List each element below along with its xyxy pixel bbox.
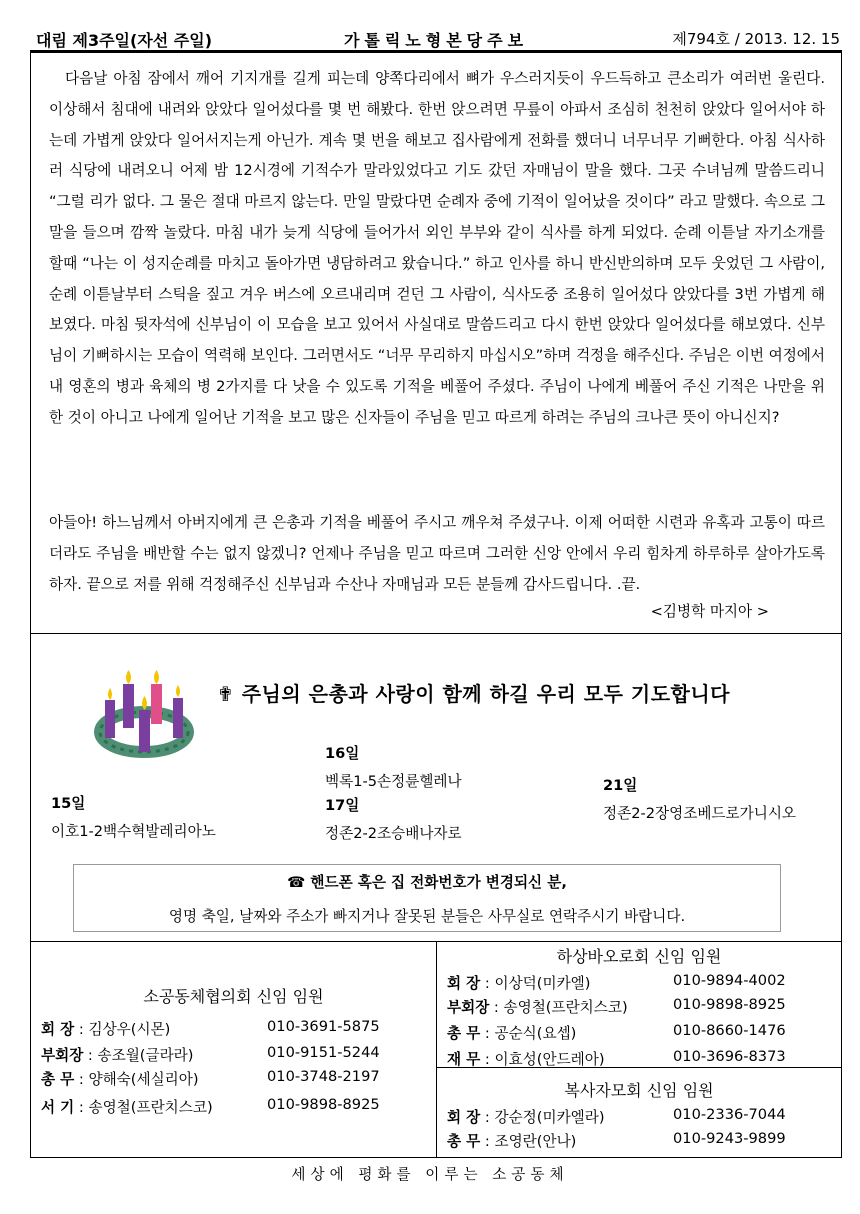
bulletin-footer-motto: 세상에 평화를 이루는 소공동체 [291,1166,569,1183]
bulletin-title: 가톨릭노형본당주보 [343,31,529,50]
officer-row: 회 장 : 강순정(미카엘라) 010-2336-7044 [447,1106,786,1126]
bulletin-header [30,28,842,50]
feast-day-21-label: 21일 [603,777,638,794]
officer-row: 재 무 : 이효성(안드레아) 010-3696-8373 [447,1048,786,1068]
officer-row: 총 무 : 양해숙(세실리아) 010-3748-2197 [41,1068,380,1088]
feast-day-15-name: 이호1-2백수혁발레리아노 [51,823,216,840]
officer-row: 총 무 : 공순식(요셉) 010-8660-1476 [447,1022,786,1042]
officer-row: 서 기 : 송영철(프란치스코) 010-9898-8925 [41,1096,380,1116]
issue-number-date: 제794호 / 2013. 12. 15 [672,30,840,48]
hasang-officers-panel [436,941,842,1068]
boksa-officers-panel [436,1067,842,1158]
hasang-title: 하상바오로회 신임 임원 [556,947,722,966]
feast-day-21-name: 정존2-2장영조베드로가니시오 [603,805,797,822]
advent-wreath-icon [89,654,199,764]
boksa-title: 복사자모회 신임 임원 [564,1081,714,1100]
feast-day-section [30,633,842,942]
testimony-article [30,52,842,634]
officer-row: 부회장 : 송영철(프란치스코) 010-9898-8925 [447,996,786,1016]
notice-line-1: ☎ 핸드폰 혹은 집 전화번호가 변경되신 분, [287,874,567,891]
feast-day-17-label: 17일 [325,797,360,814]
prayer-heading: ✟ 주님의 은총과 사랑이 함께 하길 우리 모두 기도합니다 [217,682,731,706]
officer-row: 회 장 : 김상우(시몬) 010-3691-5875 [41,1018,380,1038]
contact-change-notice [73,864,781,932]
officer-row: 총 무 : 조영란(안나) 010-9243-9899 [447,1130,786,1150]
officer-row: 회 장 : 이상덕(미카엘) 010-9894-4002 [447,972,786,992]
feast-day-15-label: 15일 [51,795,86,812]
article-paragraph-2: 아들아! 하느님께서 아버지에게 큰 은총과 기적을 베풀어 주시고 깨우쳐 주셨구나. 이제 어떠한 시련과 유혹과 고통이 따르더라도 주님을 배반할 수는 없지 않겠니? 언제나 주님을 믿고 따르며 그러한 신앙 안에서 우리 힘차게 하루하루 살아가도록 하자. 끝으로 저를 위해 걱정해주신 신부님과 수산나 자매님과 모든 분들께 감사드립니다. .끝. [49,514,825,593]
feast-day-16-label: 16일 [325,745,360,762]
officer-row: 부회장 : 송조월(글라라) 010-9151-5244 [41,1044,380,1064]
notice-line-2: 영명 축일, 날짜와 주소가 빠지거나 잘못된 분들은 사무실로 연락주시기 바랍니다. [168,908,686,925]
sogong-title: 소공동체협의회 신임 임원 [143,987,324,1006]
article-paragraph-1: 다음날 아침 잠에서 깨어 기지개를 길게 피는데 양쪽다리에서 뼈가 우스러지듯이 우드득하고 큰소리가 여러번 울린다. 이상해서 침대에 내려와 앉았다 일어섰다를 몇 번 해봤다. 한번 앉으려면 무릎이 아파서 조심히 천천히 앉았다 일어서야 하는데 가볍게 앉았다 일어서지는게 아닌가. 계속 몇 번을 해보고 집사람에게 전화를 했더니 너무너무 기뻐한다. 아침 식사하러 식당에 내려오니 어제 밤 12시경에 기적수가 말라있었다고 기도 갔던 자매님이 말을 했다. 그곳 수녀님께 말씀드리니 “그럴 리가 없다. 그 물은 절대 마르지 않는다. 만일 말랐다면 순례자 중에 기적이 일어났을 것이다” 라고 말했다. 속으로 그 말을 들으며 깜짝 놀랐다. 마침 내가 늦게 식당에 들어가서 외인 부부와 같이 식사를 하게 되었다. 순례 이튿날 자기소개를 할때 “나는 이 성지순례를 마치고 돌아가면 냉담하려고 왔습니다.” 하고 인사를 하니 반신반의하며 모두 웃었던 그 사람이, 순례 이튿날부터 스틱을 짚고 겨우 버스에 오르내리며 걷던 그 사람이, 식사도중 조용히 일어섰다 앉았다를 3번 가볍게 해보였다. 마침 뒷자석에 신부님이 이 모습을 보고 있어서 사실대로 말씀드리고 다시 한번 앉았다 일어섰다를 해보였다. 신부님이 기뻐하시는 모습이 역력해 보인다. 그러면서도 “너무 무리하지 마십시오”하며 걱정을 해주신다. 주님은 이번 여정에서 내 영혼의 병과 육체의 병 2가지를 다 낫을 수 있도록 기적을 베풀어 주셨다. 주님이 나에게 베풀어 주신 기적은 나만을 위한 것이 아니고 나에게 일어난 기적을 보고 많은 신자들이 주님을 믿고 따르게 하려는 주님의 크나큰 뜻이 아니신지? [49,70,825,426]
feast-day-16-name: 벡록1-5손정륜헬레나 [325,773,462,790]
article-signature: <김병학 마지아 > [650,603,769,620]
feast-day-17-name: 정존2-2조승배나자로 [325,825,462,842]
sogong-officers-panel [30,941,437,1158]
liturgical-day: 대림 제3주일(자선 주일) [36,31,213,50]
